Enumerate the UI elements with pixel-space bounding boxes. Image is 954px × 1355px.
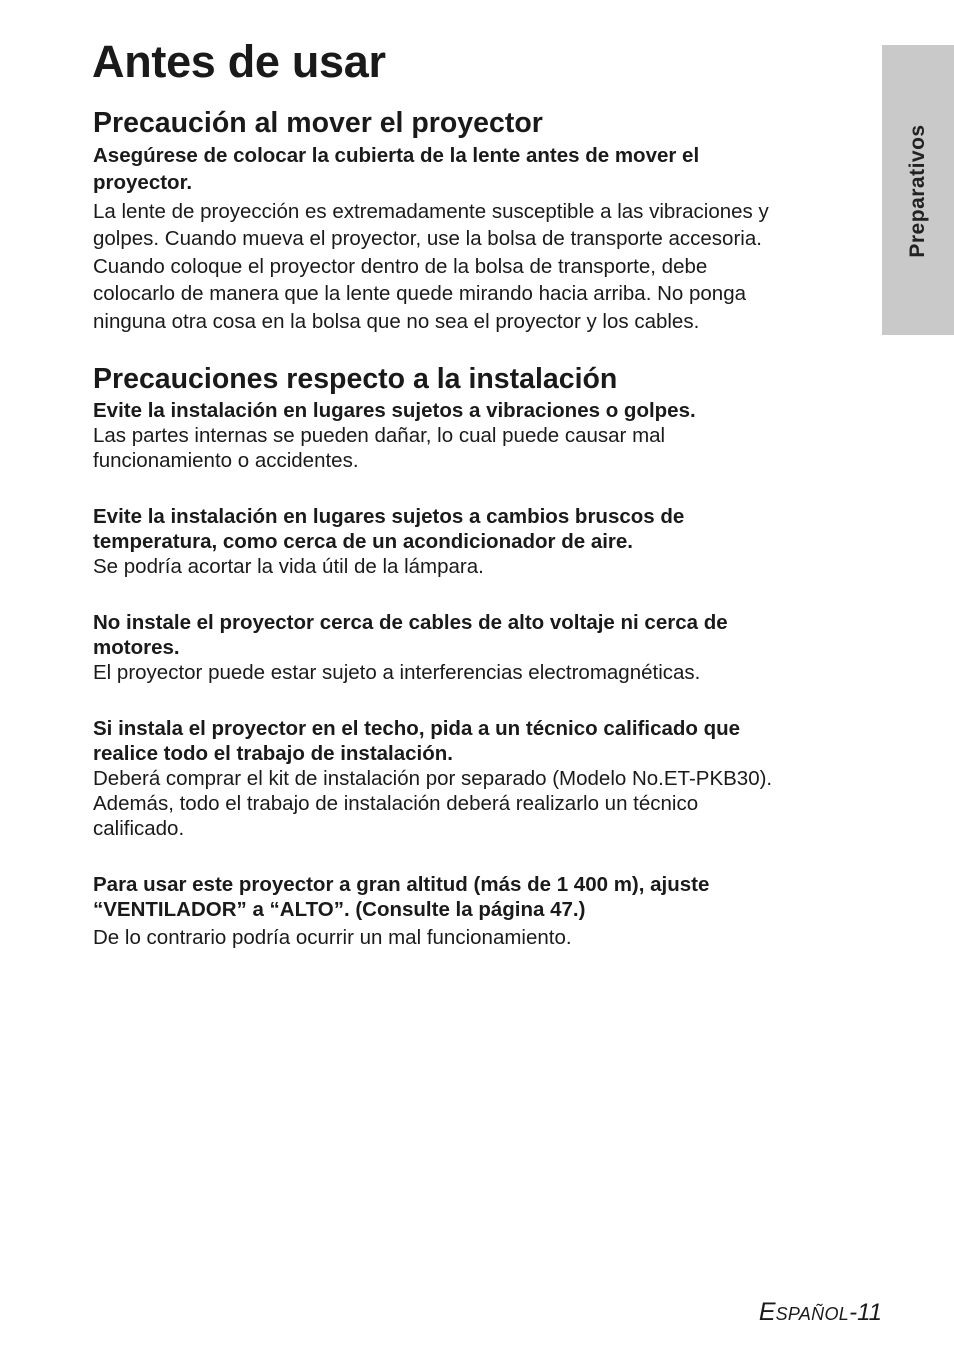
section-installation-body [93,398,863,950]
page-footer [759,1298,882,1327]
footer-language-rest: SPAÑOL [775,1304,850,1324]
precaution-item [93,872,863,950]
bold-instruction-line: Evite la instalación en lugares sujetos a cambios bruscos de [93,505,685,529]
paragraph [93,198,863,335]
bold-instruction-line: Evite la instalación en lugares sujetos a vibraciones o golpes. [93,399,696,423]
body-line: golpes. Cuando mueva el proyector, use la bolsa de transporte accesoria. [93,227,762,251]
content [93,104,863,950]
precaution-item [93,504,863,579]
body-line: calificado. [93,817,185,841]
side-tab [882,45,954,335]
precaution-item [93,398,863,473]
section-heading-moving: Precaución al mover el proyector [93,107,543,139]
bold-instruction-line: realice todo el trabajo de instalación. [93,742,453,766]
section-heading-installation: Precauciones respecto a la instalación [93,363,618,396]
body-line: colocarlo de manera que la lente quede mirando hacia arriba. No ponga [93,282,747,306]
body-line: La lente de proyección es extremadamente susceptible a las vibraciones y [93,200,769,223]
section-moving-body [93,142,863,335]
body-line: ninguna otra cosa en la bolsa que no sea el proyector y los cables. [93,309,700,333]
footer-language-initial: E [758,1298,776,1326]
precaution-item [93,716,863,841]
bold-instruction-line: Para usar este proyector a gran altitud (más de 1 400 m), ajuste [93,873,710,897]
body-line: Deberá comprar el kit de instalación por separado (Modelo No.ET-PKB30). [93,767,773,791]
bold-instruction-line: motores. [93,636,180,660]
body-line: Además, todo el trabajo de instalación deberá realizarlo un técnico [93,792,699,816]
precaution-item [93,610,863,685]
bold-instruction-line: Si instala el proyector en el techo, pida a un técnico calificado que [93,717,741,741]
body-line: funcionamiento o accidentes. [93,449,359,473]
body-line: De lo contrario podría ocurrir un mal funcionamiento. [93,926,572,950]
body-line: El proyector puede estar sujeto a interferencias electromagnéticas. [93,661,701,685]
bold-instruction-line: proyector. [93,171,193,194]
page-title: Antes de usar [92,36,386,87]
page-number: -11 [849,1299,882,1326]
body-line: Las partes internas se pueden dañar, lo cual puede causar mal [93,424,666,448]
body-line: Cuando coloque el proyector dentro de la bolsa de transporte, debe [93,254,708,278]
bold-instruction-line: No instale el proyector cerca de cables de alto voltaje ni cerca de [93,611,728,635]
side-tab-label: Preparativos [906,124,929,258]
bold-instruction-line: temperatura, como cerca de un acondicionador de aire. [93,530,633,554]
bold-instruction-line: Asegúrese de colocar la cubierta de la lente antes de mover el [93,144,700,167]
bold-instruction-line: “VENTILADOR” a “ALTO”. (Consulte la página 47.) [93,898,586,922]
body-line: Se podría acortar la vida útil de la lámpara. [93,555,484,579]
